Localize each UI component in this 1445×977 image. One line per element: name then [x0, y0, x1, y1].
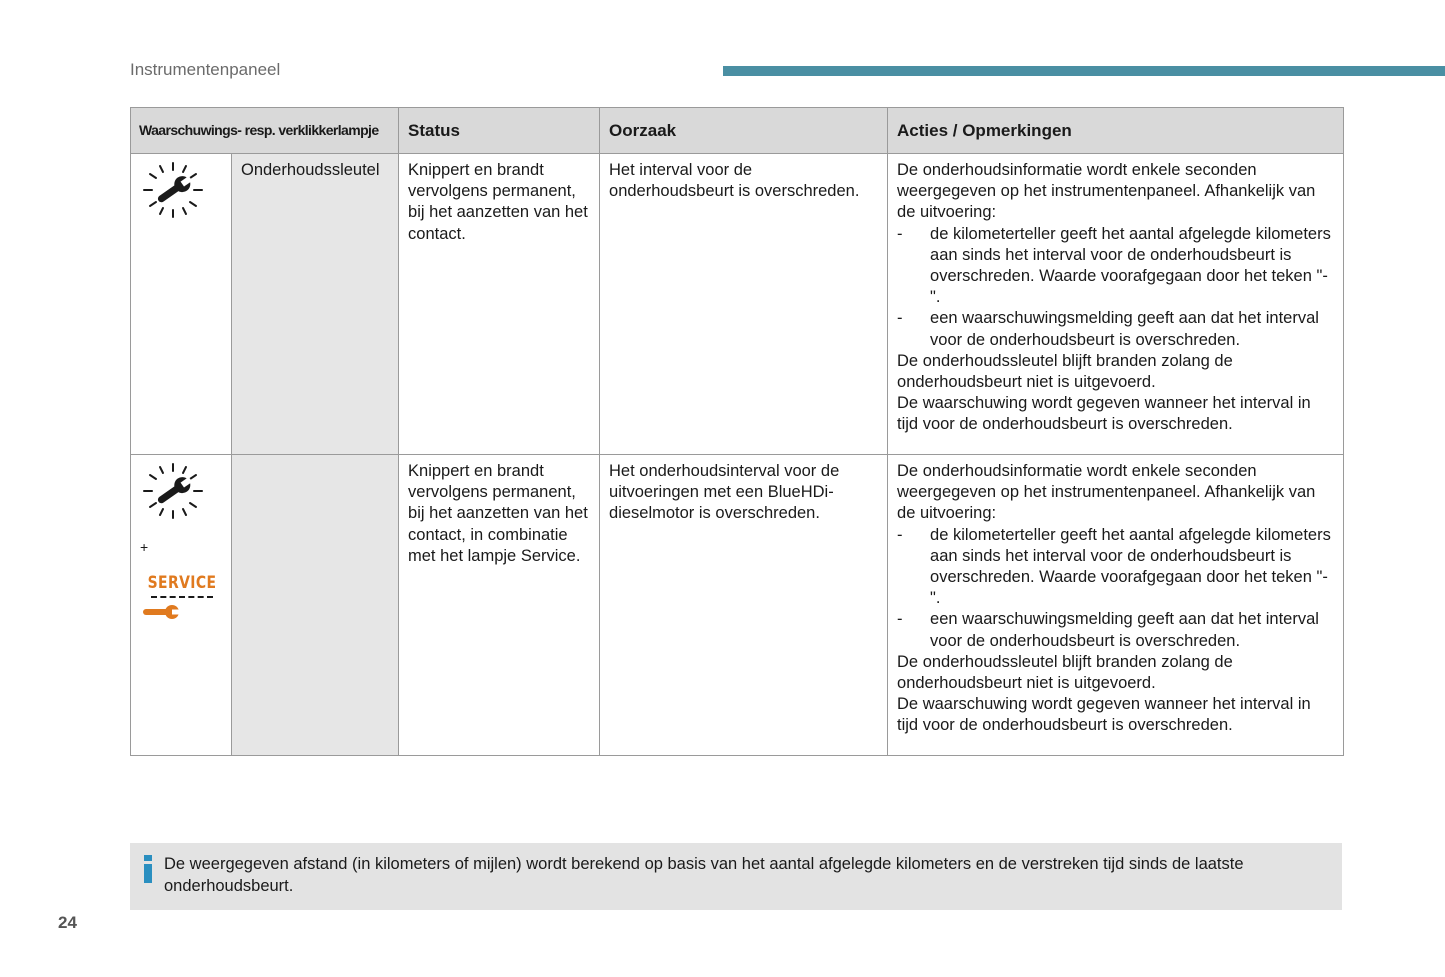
bullet-marker: - — [897, 525, 903, 544]
cause-cell: Het interval voor de onderhoudsbeurt is overschreden. — [600, 154, 888, 455]
actions-cell — [888, 455, 1344, 756]
lamp-icon-cell — [131, 455, 232, 756]
section-title: Instrumentenpaneel — [130, 60, 281, 79]
header-lamp: Waarschuwings- resp. verklikkerlampje — [131, 108, 399, 154]
actions-list — [897, 525, 1335, 652]
maintenance-wrench-icon — [140, 160, 206, 220]
list-item-text: de kilometerteller geeft het aantal afgelegde kilometers aan sinds het interval voor de onderhoudsbeurt is overschreden. Waarde voorafgegaan door het teken "-". — [930, 224, 1331, 307]
actions-note: De onderhoudssleutel blijft branden zolang de onderhoudsbeurt niet is uitgevoerd. — [897, 652, 1233, 693]
page-number: 24 — [58, 913, 77, 932]
lamp-icon-cell — [131, 154, 232, 455]
service-divider — [151, 596, 213, 598]
lamp-name — [232, 455, 399, 756]
actions-note: De waarschuwing wordt gegeven wanneer het interval in tijd voor de onderhoudsbeurt is overschreden. — [897, 394, 1311, 434]
service-label: SERVICE — [147, 573, 217, 594]
actions-list — [897, 224, 1335, 351]
header-status: Status — [399, 108, 600, 154]
actions-intro: De onderhoudsinformatie wordt enkele seconden weergegeven op het instrumentenpaneel. Afhankelijk van de uitvoering: — [897, 161, 1316, 222]
lamp-name: Onderhoudssleutel — [232, 154, 399, 455]
header-cause: Oorzaak — [600, 108, 888, 154]
service-wrench-icon — [140, 600, 184, 622]
maintenance-wrench-icon — [140, 461, 206, 521]
list-item-text: een waarschuwingsmelding geeft aan dat het interval voor de onderhoudsbeurt is overschreden. — [930, 610, 1319, 650]
bullet-marker: - — [897, 610, 903, 629]
header-actions: Acties / Opmerkingen — [888, 108, 1344, 154]
service-lamp-icon — [140, 573, 223, 628]
status-cell: Knippert en brandt vervolgens permanent, bij het aanzetten van het contact. — [399, 154, 600, 455]
warning-lamps-table — [130, 107, 1344, 756]
list-item-text: een waarschuwingsmelding geeft aan dat het interval voor de onderhoudsbeurt is overschreden. — [930, 309, 1319, 349]
list-item-text: de kilometerteller geeft het aantal afgelegde kilometers aan sinds het interval voor de onderhoudsbeurt is overschreden. Waarde voorafgegaan door het teken "-". — [930, 525, 1331, 608]
table-row — [131, 154, 1344, 455]
info-text: De weergegeven afstand (in kilometers of mijlen) wordt berekend op basis van het aantal afgelegde kilometers en de verstreken tijd sinds de laatste onderhoudsbeurt. — [164, 855, 1244, 895]
list-item — [897, 525, 1335, 610]
header-accent-bar — [723, 66, 1445, 76]
status-cell: Knippert en brandt vervolgens permanent, bij het aanzetten van het contact, in combinatie met het lampje Service. — [399, 455, 600, 756]
list-item — [897, 224, 1335, 309]
list-item — [897, 609, 1335, 651]
actions-note: De waarschuwing wordt gegeven wanneer het interval in tijd voor de onderhoudsbeurt is overschreden. — [897, 695, 1311, 735]
actions-note: De onderhoudssleutel blijft branden zolang de onderhoudsbeurt niet is uitgevoerd. — [897, 351, 1233, 392]
bullet-marker: - — [897, 309, 903, 328]
bullet-marker: - — [897, 224, 903, 243]
table-row — [131, 455, 1344, 756]
cause-cell: Het onderhoudsinterval voor de uitvoeringen met een BlueHDi-dieselmotor is overschreden. — [600, 455, 888, 756]
info-note-box — [130, 843, 1342, 910]
actions-intro: De onderhoudsinformatie wordt enkele seconden weergegeven op het instrumentenpaneel. Afhankelijk van de uitvoering: — [897, 462, 1316, 523]
list-item — [897, 308, 1335, 350]
plus-sign: + — [140, 539, 149, 556]
actions-cell — [888, 154, 1344, 455]
info-icon — [142, 855, 154, 883]
table-header-row — [131, 108, 1344, 154]
